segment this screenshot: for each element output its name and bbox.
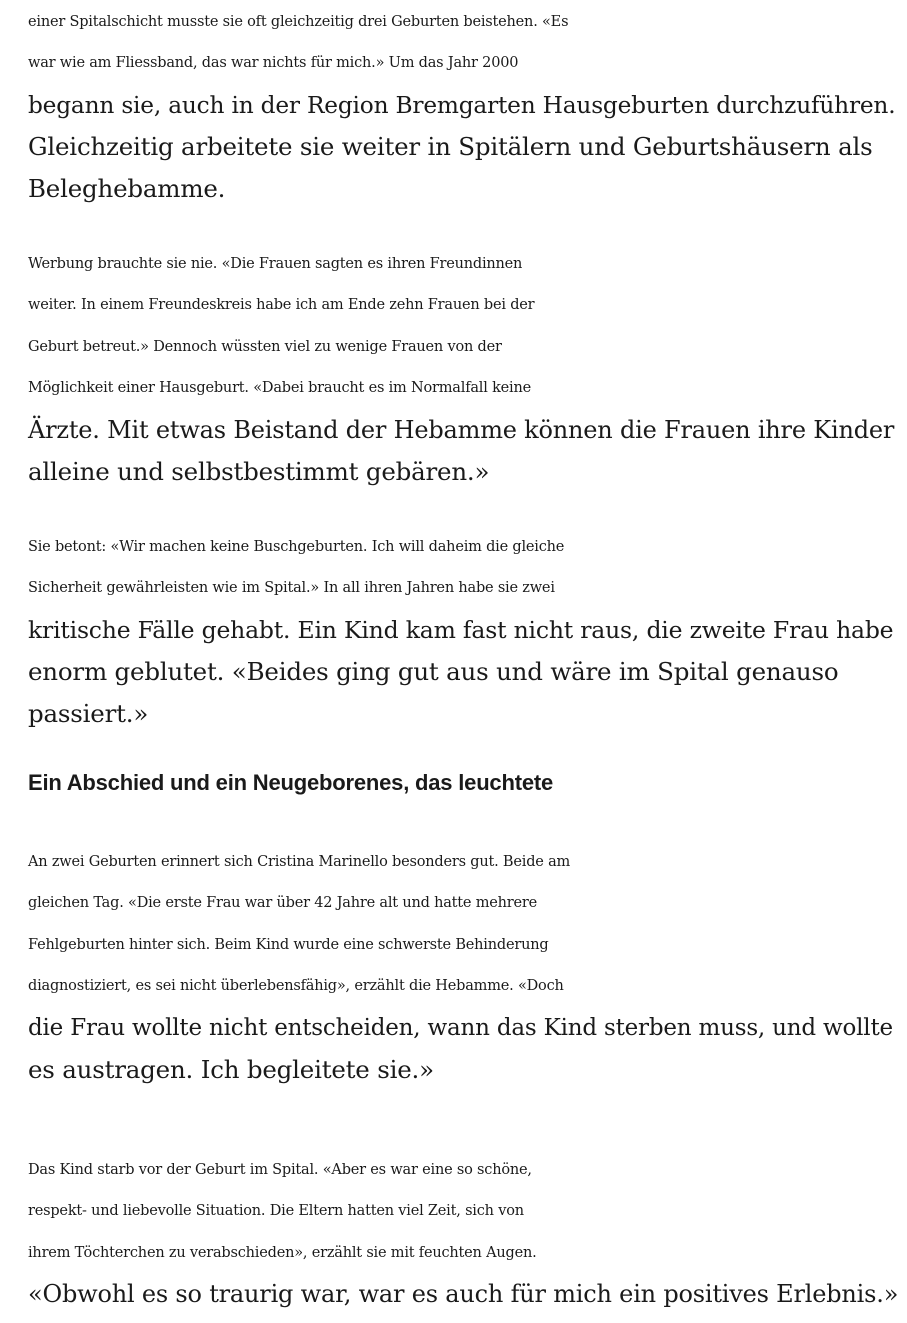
text-line: «Obwohl es so traurig war, war es auch für mich ein positives Erlebnis.» (28, 1280, 899, 1309)
text-line: ihrem Töchterchen zu verabschieden», erzählt sie mit feuchten Augen. (28, 1244, 537, 1261)
text-line: alleine und selbstbestimmt gebären.» (28, 457, 490, 487)
paragraph (28, 2, 895, 209)
text-line: weiter. In einem Freundeskreis habe ich am Ende zehn Frauen bei der (28, 297, 535, 314)
text-line: enorm geblutet. «Beides ging gut aus und wäre im Spital genauso (28, 657, 839, 687)
text-line: diagnostiziert, es sei nicht überlebensfähig», erzählt die Hebamme. «Doch (28, 978, 564, 995)
paragraph (28, 244, 894, 492)
text-line: Sie betont: «Wir machen keine Buschgeburten. Ich will daheim die gleiche (28, 539, 565, 555)
text-line: Geburt betreut.» Dennoch wüssten viel zu wenige Frauen von der (28, 338, 502, 355)
text-line: passiert.» (28, 698, 149, 728)
paragraph (28, 1150, 898, 1316)
text-line: Werbung brauchte sie nie. «Die Frauen sagten es ihren Freundinnen (28, 256, 523, 272)
text-line: begann sie, auch in der Region Bremgarten Hausgeburten durchzuführen. (28, 91, 896, 119)
text-line: die Frau wollte nicht entscheiden, wann das Kind sterben muss, und wollte (28, 1014, 893, 1041)
section-subheading: Ein Abschied und ein Neugeborenes, das leuchtete (28, 770, 554, 795)
text-line: Das Kind starb vor der Geburt im Spital. «Aber es war eine so schöne, (28, 1162, 532, 1178)
text-line: war wie am Fliessband, das war nichts für mich.» Um das Jahr 2000 (28, 55, 519, 72)
text-line: An zwei Geburten erinnert sich Cristina Marinello besonders gut. Beide am (28, 854, 571, 870)
text-line: Gleichzeitig arbeitete sie weiter in Spitälern und Geburtshäusern als (28, 132, 873, 162)
text-line: gleichen Tag. «Die erste Frau war über 42 Jahre alt und hatte mehrere (28, 895, 538, 912)
paragraph (28, 527, 893, 734)
text-line: respekt- und liebevolle Situation. Die Eltern hatten viel Zeit, sich von (28, 1203, 524, 1220)
text-line: Möglichkeit einer Hausgeburt. «Dabei braucht es im Normalfall keine (28, 380, 532, 397)
text-line: einer Spitalschicht musste sie oft gleichzeitig drei Geburten beistehen. «Es (28, 14, 569, 30)
text-line: Ärzte. Mit etwas Beistand der Hebamme können die Frauen ihre Kinder (28, 415, 895, 444)
text-line: es austragen. Ich begleitete sie.» (28, 1055, 434, 1085)
text-line: Sicherheit gewährleisten wie im Spital.» In all ihren Jahren habe sie zwei (28, 580, 555, 597)
text-line: kritische Fälle gehabt. Ein Kind kam fast nicht raus, die zweite Frau habe (28, 615, 894, 644)
text-line: Fehlgeburten hinter sich. Beim Kind wurde eine schwerste Behinderung (28, 936, 549, 953)
text-line: Beleghebamme. (28, 173, 226, 203)
paragraph (28, 842, 893, 1090)
